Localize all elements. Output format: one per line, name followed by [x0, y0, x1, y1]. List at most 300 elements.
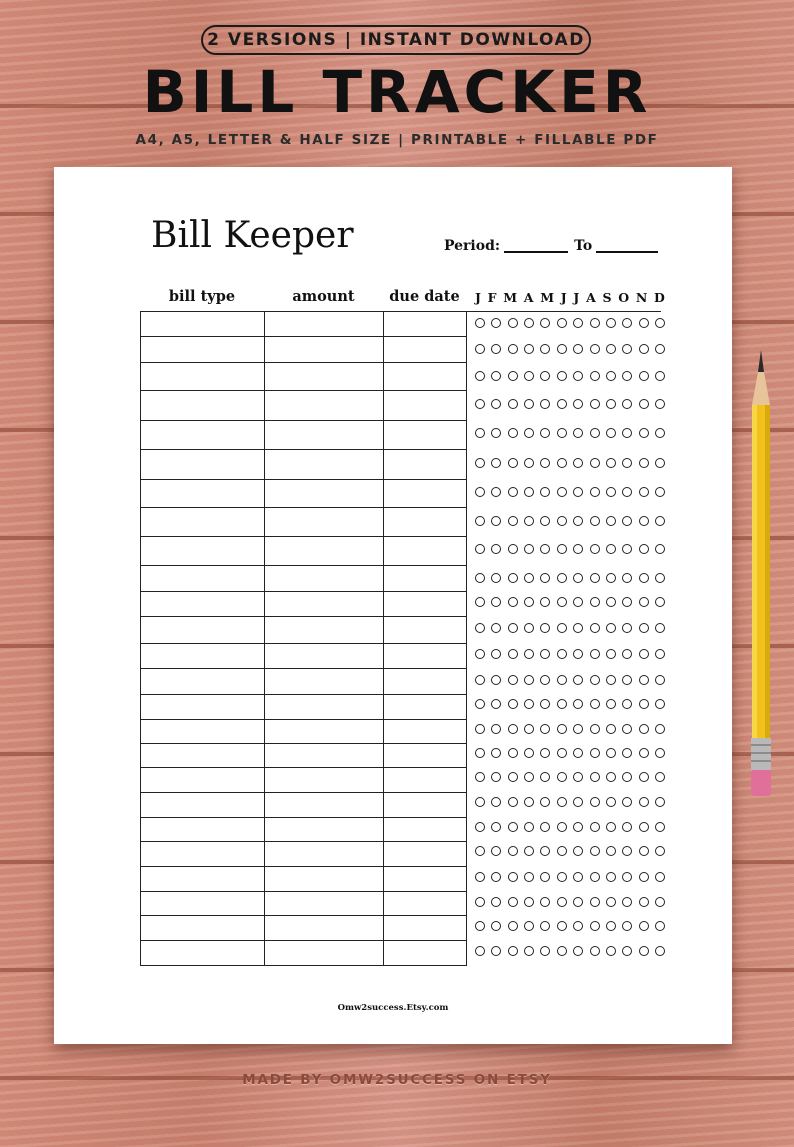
paid-checkbox[interactable] — [524, 921, 534, 931]
paid-checkbox[interactable] — [508, 699, 518, 709]
paid-checkbox[interactable] — [606, 516, 616, 526]
paid-checkbox[interactable] — [491, 428, 501, 438]
paid-checkbox[interactable] — [491, 675, 501, 685]
paid-checkbox[interactable] — [524, 573, 534, 583]
paid-checkbox[interactable] — [508, 487, 518, 497]
paid-checkbox[interactable] — [573, 458, 583, 468]
paid-checkbox[interactable] — [573, 724, 583, 734]
paid-checkbox[interactable] — [475, 516, 485, 526]
paid-checkbox[interactable] — [524, 344, 534, 354]
paid-checkbox[interactable] — [491, 344, 501, 354]
paid-checkbox[interactable] — [590, 458, 600, 468]
paid-checkbox[interactable] — [655, 516, 665, 526]
paid-checkbox[interactable] — [573, 597, 583, 607]
paid-checkbox[interactable] — [655, 487, 665, 497]
paid-checkbox[interactable] — [573, 822, 583, 832]
paid-checkbox[interactable] — [540, 822, 550, 832]
paid-checkbox[interactable] — [540, 371, 550, 381]
paid-checkbox[interactable] — [606, 897, 616, 907]
paid-checkbox[interactable] — [590, 772, 600, 782]
paid-checkbox[interactable] — [622, 724, 632, 734]
paid-checkbox[interactable] — [540, 544, 550, 554]
paid-checkbox[interactable] — [639, 649, 649, 659]
paid-checkbox[interactable] — [573, 544, 583, 554]
paid-checkbox[interactable] — [508, 675, 518, 685]
paid-checkbox[interactable] — [622, 748, 632, 758]
paid-checkbox[interactable] — [557, 597, 567, 607]
paid-checkbox[interactable] — [639, 597, 649, 607]
paid-checkbox[interactable] — [508, 846, 518, 856]
paid-checkbox[interactable] — [524, 724, 534, 734]
paid-checkbox[interactable] — [655, 822, 665, 832]
paid-checkbox[interactable] — [606, 544, 616, 554]
paid-checkbox[interactable] — [622, 649, 632, 659]
paid-checkbox[interactable] — [557, 921, 567, 931]
paid-checkbox[interactable] — [622, 921, 632, 931]
paid-checkbox[interactable] — [557, 748, 567, 758]
paid-checkbox[interactable] — [475, 675, 485, 685]
paid-checkbox[interactable] — [491, 573, 501, 583]
paid-checkbox[interactable] — [590, 516, 600, 526]
paid-checkbox[interactable] — [540, 623, 550, 633]
paid-checkbox[interactable] — [475, 458, 485, 468]
paid-checkbox[interactable] — [557, 487, 567, 497]
paid-checkbox[interactable] — [590, 344, 600, 354]
paid-checkbox[interactable] — [606, 458, 616, 468]
paid-checkbox[interactable] — [622, 772, 632, 782]
paid-checkbox[interactable] — [524, 872, 534, 882]
paid-checkbox[interactable] — [508, 649, 518, 659]
paid-checkbox[interactable] — [491, 724, 501, 734]
paid-checkbox[interactable] — [655, 573, 665, 583]
paid-checkbox[interactable] — [557, 724, 567, 734]
paid-checkbox[interactable] — [639, 872, 649, 882]
paid-checkbox[interactable] — [491, 458, 501, 468]
paid-checkbox[interactable] — [475, 318, 485, 328]
paid-checkbox[interactable] — [573, 573, 583, 583]
paid-checkbox[interactable] — [540, 399, 550, 409]
paid-checkbox[interactable] — [573, 748, 583, 758]
paid-checkbox[interactable] — [590, 846, 600, 856]
paid-checkbox[interactable] — [573, 797, 583, 807]
paid-checkbox[interactable] — [655, 897, 665, 907]
period-end-blank[interactable] — [596, 251, 658, 253]
paid-checkbox[interactable] — [606, 946, 616, 956]
paid-checkbox[interactable] — [655, 675, 665, 685]
paid-checkbox[interactable] — [475, 748, 485, 758]
paid-checkbox[interactable] — [508, 428, 518, 438]
paid-checkbox[interactable] — [524, 675, 534, 685]
paid-checkbox[interactable] — [639, 797, 649, 807]
paid-checkbox[interactable] — [475, 623, 485, 633]
paid-checkbox[interactable] — [475, 399, 485, 409]
paid-checkbox[interactable] — [508, 318, 518, 328]
paid-checkbox[interactable] — [639, 699, 649, 709]
paid-checkbox[interactable] — [590, 946, 600, 956]
paid-checkbox[interactable] — [508, 822, 518, 832]
paid-checkbox[interactable] — [540, 748, 550, 758]
paid-checkbox[interactable] — [655, 344, 665, 354]
paid-checkbox[interactable] — [508, 371, 518, 381]
paid-checkbox[interactable] — [557, 344, 567, 354]
paid-checkbox[interactable] — [508, 573, 518, 583]
paid-checkbox[interactable] — [622, 846, 632, 856]
paid-checkbox[interactable] — [590, 675, 600, 685]
paid-checkbox[interactable] — [491, 399, 501, 409]
paid-checkbox[interactable] — [606, 597, 616, 607]
paid-checkbox[interactable] — [606, 748, 616, 758]
paid-checkbox[interactable] — [508, 623, 518, 633]
paid-checkbox[interactable] — [475, 573, 485, 583]
paid-checkbox[interactable] — [508, 344, 518, 354]
paid-checkbox[interactable] — [573, 897, 583, 907]
paid-checkbox[interactable] — [475, 544, 485, 554]
paid-checkbox[interactable] — [622, 872, 632, 882]
paid-checkbox[interactable] — [508, 748, 518, 758]
paid-checkbox[interactable] — [590, 623, 600, 633]
paid-checkbox[interactable] — [573, 772, 583, 782]
paid-checkbox[interactable] — [540, 318, 550, 328]
paid-checkbox[interactable] — [639, 748, 649, 758]
paid-checkbox[interactable] — [622, 458, 632, 468]
paid-checkbox[interactable] — [475, 822, 485, 832]
paid-checkbox[interactable] — [508, 797, 518, 807]
paid-checkbox[interactable] — [606, 487, 616, 497]
paid-checkbox[interactable] — [606, 344, 616, 354]
paid-checkbox[interactable] — [639, 822, 649, 832]
paid-checkbox[interactable] — [508, 399, 518, 409]
paid-checkbox[interactable] — [475, 699, 485, 709]
paid-checkbox[interactable] — [590, 487, 600, 497]
paid-checkbox[interactable] — [508, 921, 518, 931]
paid-checkbox[interactable] — [475, 846, 485, 856]
paid-checkbox[interactable] — [540, 597, 550, 607]
paid-checkbox[interactable] — [491, 946, 501, 956]
paid-checkbox[interactable] — [524, 318, 534, 328]
paid-checkbox[interactable] — [622, 428, 632, 438]
paid-checkbox[interactable] — [590, 872, 600, 882]
paid-checkbox[interactable] — [475, 649, 485, 659]
paid-checkbox[interactable] — [639, 846, 649, 856]
paid-checkbox[interactable] — [475, 724, 485, 734]
paid-checkbox[interactable] — [639, 458, 649, 468]
paid-checkbox[interactable] — [606, 573, 616, 583]
paid-checkbox[interactable] — [590, 399, 600, 409]
paid-checkbox[interactable] — [524, 544, 534, 554]
paid-checkbox[interactable] — [557, 649, 567, 659]
paid-checkbox[interactable] — [475, 344, 485, 354]
paid-checkbox[interactable] — [540, 897, 550, 907]
paid-checkbox[interactable] — [622, 573, 632, 583]
paid-checkbox[interactable] — [573, 399, 583, 409]
paid-checkbox[interactable] — [491, 544, 501, 554]
paid-checkbox[interactable] — [557, 846, 567, 856]
paid-checkbox[interactable] — [639, 946, 649, 956]
paid-checkbox[interactable] — [606, 428, 616, 438]
paid-checkbox[interactable] — [639, 371, 649, 381]
paid-checkbox[interactable] — [606, 797, 616, 807]
paid-checkbox[interactable] — [622, 699, 632, 709]
paid-checkbox[interactable] — [590, 573, 600, 583]
paid-checkbox[interactable] — [540, 724, 550, 734]
paid-checkbox[interactable] — [540, 516, 550, 526]
paid-checkbox[interactable] — [491, 897, 501, 907]
paid-checkbox[interactable] — [655, 649, 665, 659]
paid-checkbox[interactable] — [639, 516, 649, 526]
paid-checkbox[interactable] — [590, 724, 600, 734]
paid-checkbox[interactable] — [557, 699, 567, 709]
paid-checkbox[interactable] — [655, 371, 665, 381]
paid-checkbox[interactable] — [508, 458, 518, 468]
paid-checkbox[interactable] — [540, 946, 550, 956]
paid-checkbox[interactable] — [475, 428, 485, 438]
paid-checkbox[interactable] — [655, 597, 665, 607]
paid-checkbox[interactable] — [573, 921, 583, 931]
paid-checkbox[interactable] — [622, 399, 632, 409]
paid-checkbox[interactable] — [557, 872, 567, 882]
paid-checkbox[interactable] — [590, 318, 600, 328]
paid-checkbox[interactable] — [557, 623, 567, 633]
paid-checkbox[interactable] — [606, 724, 616, 734]
paid-checkbox[interactable] — [508, 772, 518, 782]
paid-checkbox[interactable] — [524, 516, 534, 526]
paid-checkbox[interactable] — [524, 822, 534, 832]
paid-checkbox[interactable] — [557, 946, 567, 956]
paid-checkbox[interactable] — [524, 772, 534, 782]
paid-checkbox[interactable] — [573, 649, 583, 659]
paid-checkbox[interactable] — [491, 597, 501, 607]
paid-checkbox[interactable] — [524, 946, 534, 956]
paid-checkbox[interactable] — [639, 573, 649, 583]
paid-checkbox[interactable] — [475, 946, 485, 956]
paid-checkbox[interactable] — [540, 772, 550, 782]
paid-checkbox[interactable] — [491, 699, 501, 709]
paid-checkbox[interactable] — [557, 516, 567, 526]
paid-checkbox[interactable] — [475, 597, 485, 607]
paid-checkbox[interactable] — [491, 846, 501, 856]
paid-checkbox[interactable] — [655, 921, 665, 931]
paid-checkbox[interactable] — [508, 724, 518, 734]
paid-checkbox[interactable] — [606, 399, 616, 409]
paid-checkbox[interactable] — [557, 573, 567, 583]
paid-checkbox[interactable] — [590, 597, 600, 607]
paid-checkbox[interactable] — [491, 772, 501, 782]
paid-checkbox[interactable] — [590, 921, 600, 931]
paid-checkbox[interactable] — [540, 487, 550, 497]
paid-checkbox[interactable] — [655, 872, 665, 882]
paid-checkbox[interactable] — [524, 428, 534, 438]
paid-checkbox[interactable] — [590, 748, 600, 758]
paid-checkbox[interactable] — [491, 516, 501, 526]
paid-checkbox[interactable] — [590, 699, 600, 709]
paid-checkbox[interactable] — [475, 371, 485, 381]
paid-checkbox[interactable] — [606, 675, 616, 685]
paid-checkbox[interactable] — [573, 516, 583, 526]
paid-checkbox[interactable] — [540, 921, 550, 931]
paid-checkbox[interactable] — [606, 822, 616, 832]
paid-checkbox[interactable] — [655, 946, 665, 956]
paid-checkbox[interactable] — [590, 897, 600, 907]
paid-checkbox[interactable] — [475, 772, 485, 782]
paid-checkbox[interactable] — [475, 487, 485, 497]
paid-checkbox[interactable] — [557, 318, 567, 328]
paid-checkbox[interactable] — [622, 516, 632, 526]
paid-checkbox[interactable] — [590, 371, 600, 381]
paid-checkbox[interactable] — [606, 649, 616, 659]
paid-checkbox[interactable] — [524, 797, 534, 807]
paid-checkbox[interactable] — [475, 921, 485, 931]
paid-checkbox[interactable] — [540, 797, 550, 807]
paid-checkbox[interactable] — [540, 699, 550, 709]
paid-checkbox[interactable] — [622, 897, 632, 907]
paid-checkbox[interactable] — [573, 318, 583, 328]
paid-checkbox[interactable] — [573, 946, 583, 956]
paid-checkbox[interactable] — [491, 318, 501, 328]
paid-checkbox[interactable] — [655, 772, 665, 782]
paid-checkbox[interactable] — [606, 772, 616, 782]
paid-checkbox[interactable] — [573, 699, 583, 709]
paid-checkbox[interactable] — [524, 597, 534, 607]
paid-checkbox[interactable] — [639, 772, 649, 782]
paid-checkbox[interactable] — [524, 649, 534, 659]
paid-checkbox[interactable] — [540, 675, 550, 685]
paid-checkbox[interactable] — [524, 371, 534, 381]
paid-checkbox[interactable] — [491, 748, 501, 758]
paid-checkbox[interactable] — [622, 371, 632, 381]
paid-checkbox[interactable] — [557, 797, 567, 807]
paid-checkbox[interactable] — [524, 897, 534, 907]
paid-checkbox[interactable] — [622, 487, 632, 497]
paid-checkbox[interactable] — [639, 344, 649, 354]
paid-checkbox[interactable] — [540, 872, 550, 882]
paid-checkbox[interactable] — [639, 921, 649, 931]
paid-checkbox[interactable] — [524, 748, 534, 758]
paid-checkbox[interactable] — [606, 371, 616, 381]
paid-checkbox[interactable] — [655, 428, 665, 438]
paid-checkbox[interactable] — [557, 371, 567, 381]
paid-checkbox[interactable] — [622, 597, 632, 607]
paid-checkbox[interactable] — [573, 371, 583, 381]
paid-checkbox[interactable] — [475, 897, 485, 907]
paid-checkbox[interactable] — [524, 487, 534, 497]
paid-checkbox[interactable] — [557, 897, 567, 907]
paid-checkbox[interactable] — [540, 573, 550, 583]
paid-checkbox[interactable] — [590, 428, 600, 438]
paid-checkbox[interactable] — [557, 675, 567, 685]
paid-checkbox[interactable] — [639, 623, 649, 633]
paid-checkbox[interactable] — [491, 371, 501, 381]
paid-checkbox[interactable] — [475, 872, 485, 882]
paid-checkbox[interactable] — [622, 344, 632, 354]
paid-checkbox[interactable] — [590, 822, 600, 832]
paid-checkbox[interactable] — [491, 872, 501, 882]
paid-checkbox[interactable] — [491, 822, 501, 832]
paid-checkbox[interactable] — [540, 649, 550, 659]
paid-checkbox[interactable] — [606, 318, 616, 328]
paid-checkbox[interactable] — [590, 797, 600, 807]
paid-checkbox[interactable] — [540, 458, 550, 468]
paid-checkbox[interactable] — [655, 544, 665, 554]
paid-checkbox[interactable] — [639, 724, 649, 734]
paid-checkbox[interactable] — [491, 921, 501, 931]
paid-checkbox[interactable] — [622, 544, 632, 554]
paid-checkbox[interactable] — [622, 797, 632, 807]
paid-checkbox[interactable] — [524, 623, 534, 633]
paid-checkbox[interactable] — [639, 428, 649, 438]
paid-checkbox[interactable] — [606, 872, 616, 882]
paid-checkbox[interactable] — [540, 428, 550, 438]
paid-checkbox[interactable] — [573, 344, 583, 354]
paid-checkbox[interactable] — [622, 946, 632, 956]
paid-checkbox[interactable] — [573, 846, 583, 856]
paid-checkbox[interactable] — [557, 822, 567, 832]
paid-checkbox[interactable] — [557, 458, 567, 468]
period-start-blank[interactable] — [504, 251, 568, 253]
paid-checkbox[interactable] — [508, 897, 518, 907]
paid-checkbox[interactable] — [655, 458, 665, 468]
paid-checkbox[interactable] — [655, 318, 665, 328]
paid-checkbox[interactable] — [573, 872, 583, 882]
paid-checkbox[interactable] — [655, 797, 665, 807]
paid-checkbox[interactable] — [540, 344, 550, 354]
paid-checkbox[interactable] — [573, 487, 583, 497]
paid-checkbox[interactable] — [491, 797, 501, 807]
paid-checkbox[interactable] — [524, 846, 534, 856]
paid-checkbox[interactable] — [540, 846, 550, 856]
paid-checkbox[interactable] — [639, 318, 649, 328]
paid-checkbox[interactable] — [606, 699, 616, 709]
paid-checkbox[interactable] — [639, 399, 649, 409]
paid-checkbox[interactable] — [655, 748, 665, 758]
paid-checkbox[interactable] — [622, 675, 632, 685]
paid-checkbox[interactable] — [508, 946, 518, 956]
paid-checkbox[interactable] — [655, 699, 665, 709]
paid-checkbox[interactable] — [622, 822, 632, 832]
paid-checkbox[interactable] — [590, 544, 600, 554]
paid-checkbox[interactable] — [639, 487, 649, 497]
paid-checkbox[interactable] — [508, 516, 518, 526]
paid-checkbox[interactable] — [639, 675, 649, 685]
paid-checkbox[interactable] — [508, 597, 518, 607]
paid-checkbox[interactable] — [524, 399, 534, 409]
paid-checkbox[interactable] — [491, 649, 501, 659]
paid-checkbox[interactable] — [491, 487, 501, 497]
paid-checkbox[interactable] — [508, 544, 518, 554]
paid-checkbox[interactable] — [573, 428, 583, 438]
paid-checkbox[interactable] — [622, 318, 632, 328]
paid-checkbox[interactable] — [557, 399, 567, 409]
paid-checkbox[interactable] — [590, 649, 600, 659]
paid-checkbox[interactable] — [655, 623, 665, 633]
paid-checkbox[interactable] — [573, 675, 583, 685]
paid-checkbox[interactable] — [606, 921, 616, 931]
paid-checkbox[interactable] — [639, 544, 649, 554]
paid-checkbox[interactable] — [475, 797, 485, 807]
paid-checkbox[interactable] — [606, 623, 616, 633]
paid-checkbox[interactable] — [491, 623, 501, 633]
paid-checkbox[interactable] — [557, 544, 567, 554]
paid-checkbox[interactable] — [606, 846, 616, 856]
paid-checkbox[interactable] — [655, 846, 665, 856]
paid-checkbox[interactable] — [655, 399, 665, 409]
paid-checkbox[interactable] — [639, 897, 649, 907]
paid-checkbox[interactable] — [508, 872, 518, 882]
paid-checkbox[interactable] — [524, 699, 534, 709]
paid-checkbox[interactable] — [524, 458, 534, 468]
paid-checkbox[interactable] — [557, 772, 567, 782]
paid-checkbox[interactable] — [622, 623, 632, 633]
paid-checkbox[interactable] — [573, 623, 583, 633]
